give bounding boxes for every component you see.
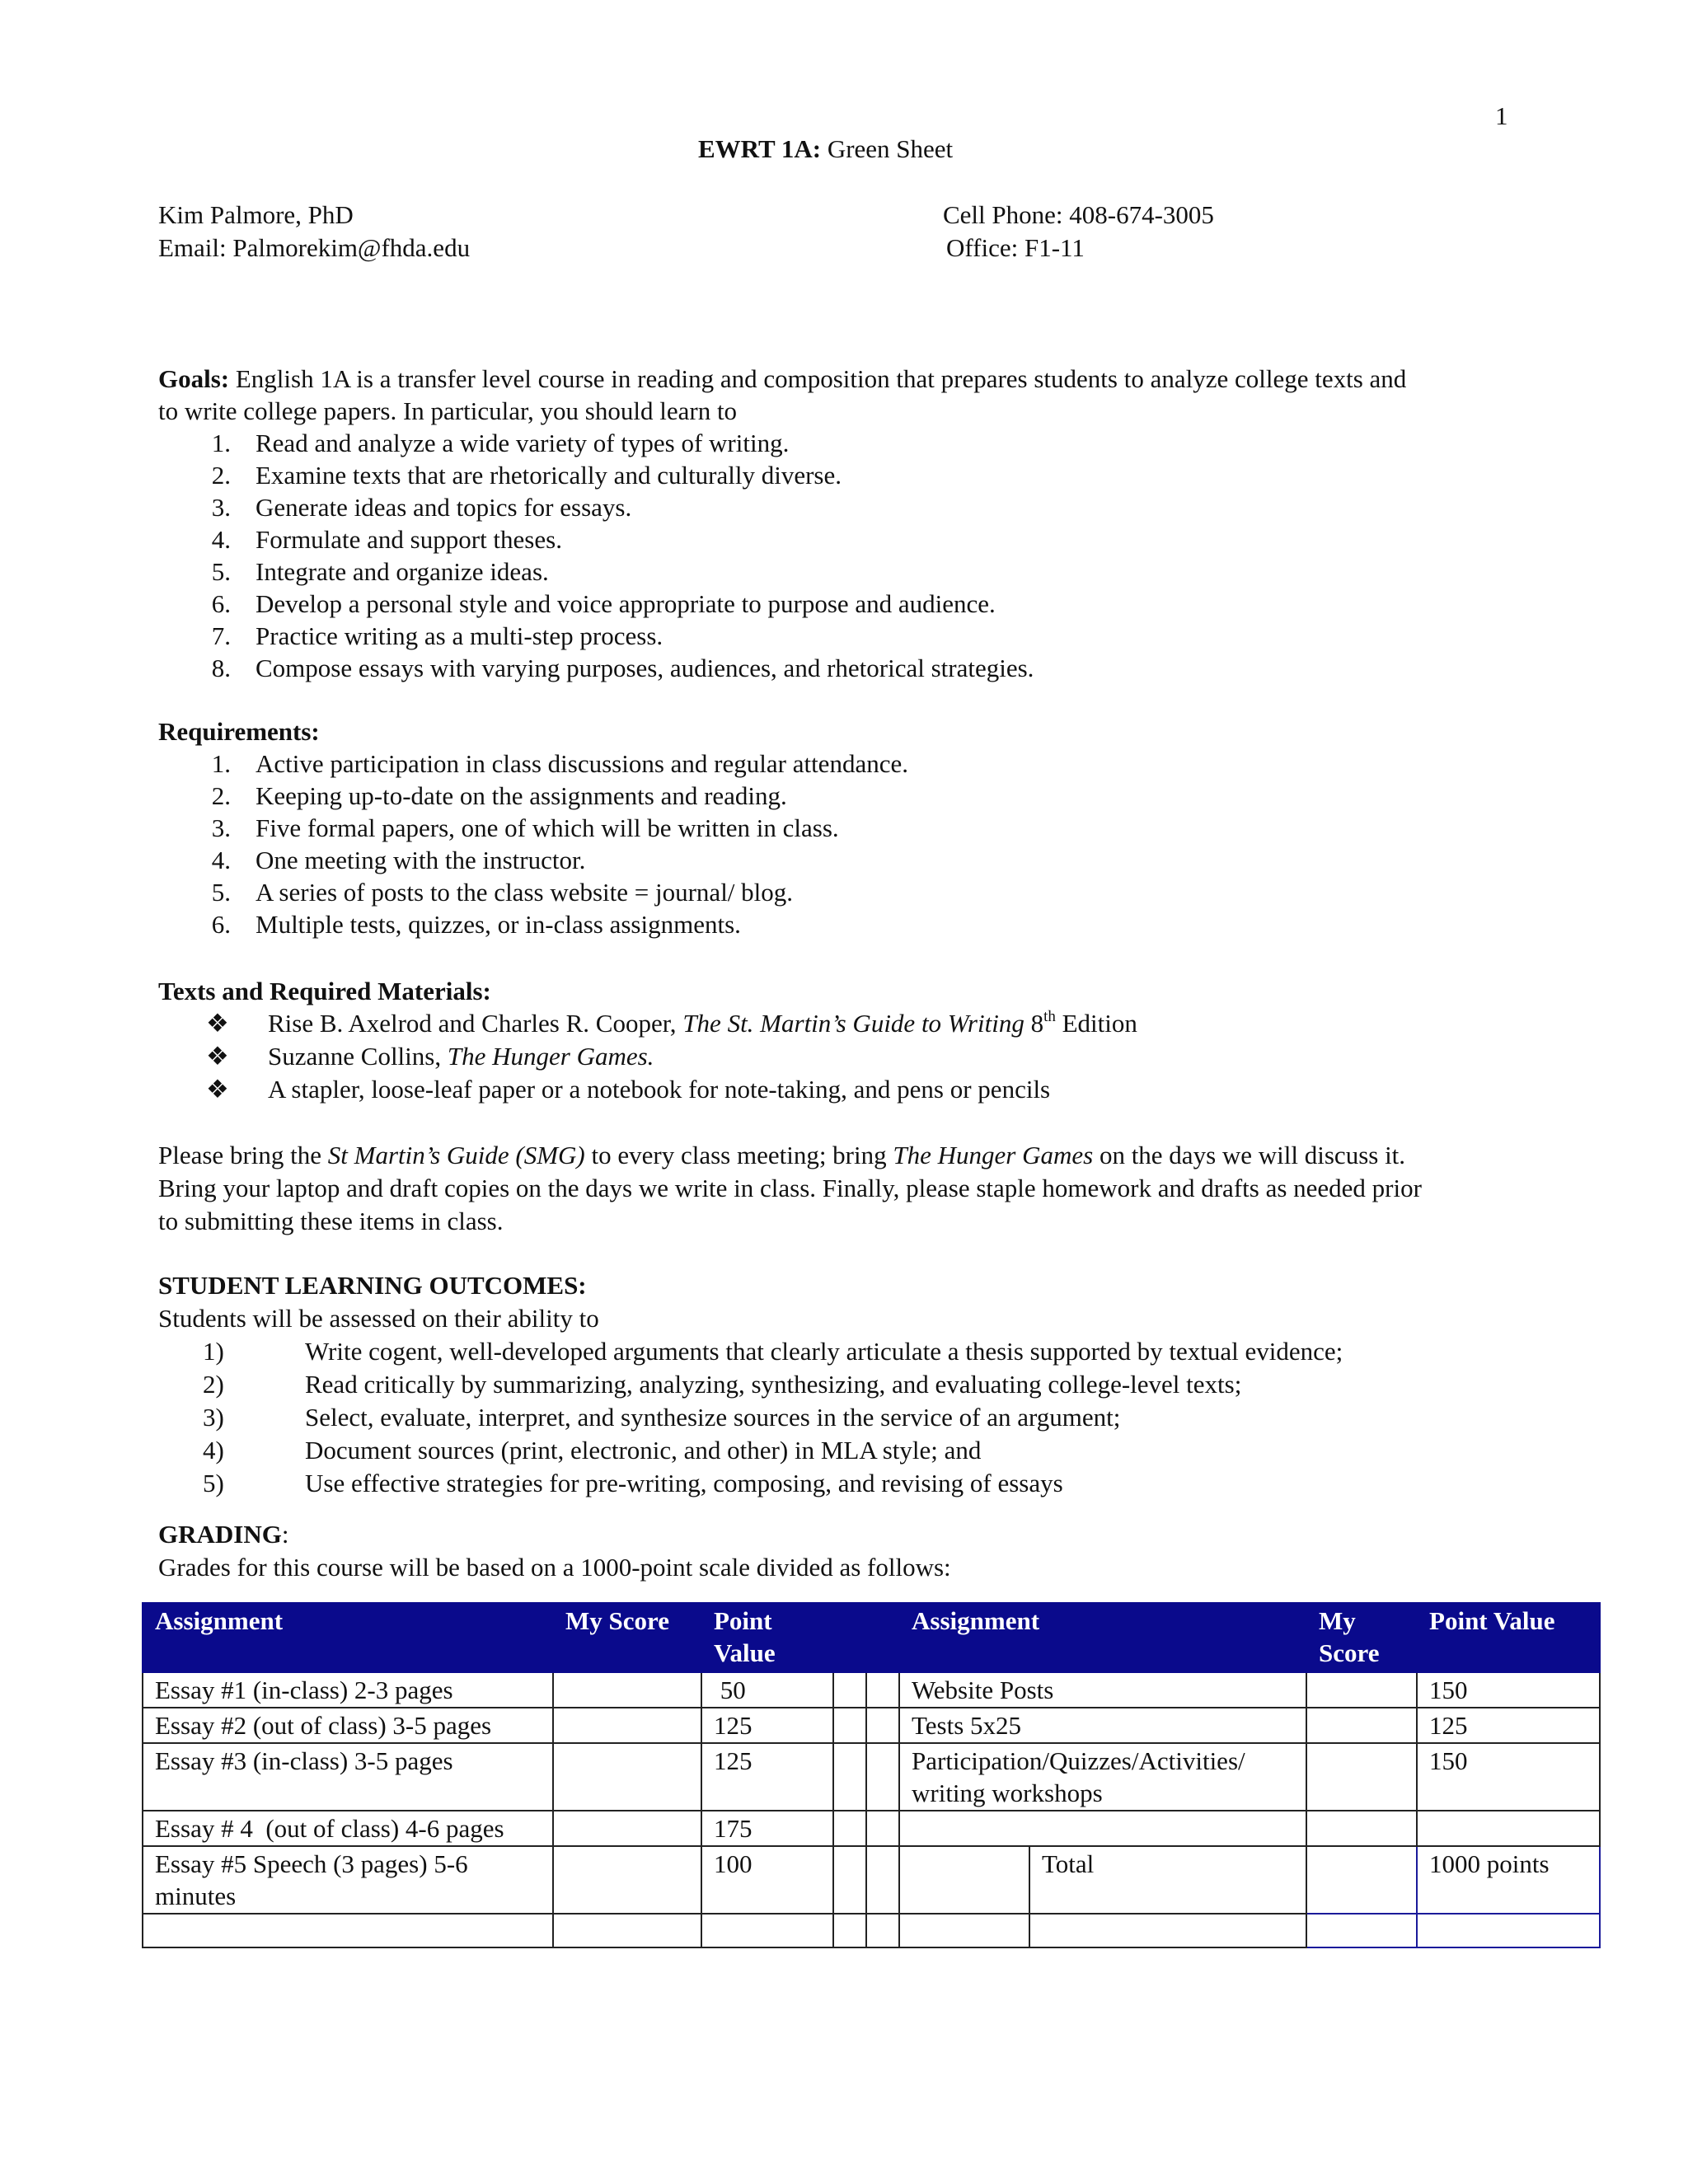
slo-intro: Students will be assessed on their ability to	[158, 1304, 599, 1333]
assignment-cell-2: Participation/Quizzes/Activities/ writing workshops	[899, 1743, 1306, 1811]
bring-smg: St Martin’s Guide (SMG)	[327, 1141, 585, 1169]
point-value-cell: 125	[701, 1743, 833, 1811]
item-number: 4.	[211, 525, 231, 554]
point-value-cell: 50	[701, 1672, 833, 1708]
point-value-cell-2	[1417, 1811, 1600, 1846]
bring-text: Please bring the	[158, 1141, 328, 1169]
table-row	[143, 1846, 1600, 1914]
goals-intro-line1: English 1A is a transfer level course in reading and composition that prepares students to analyze college texts and	[229, 364, 1407, 393]
text-title: The Hunger Games.	[447, 1042, 654, 1071]
header-assignment-2: Assignment	[899, 1603, 1306, 1672]
my-score-cell	[553, 1811, 701, 1846]
table-row	[143, 1914, 1600, 1947]
title-rest: Green Sheet	[821, 134, 954, 163]
spacer-cell	[866, 1672, 899, 1708]
item-text: A series of posts to the class website = journal/ blog.	[256, 878, 794, 907]
my-score-cell-2	[1306, 1846, 1417, 1914]
point-value-cell-2: 150	[1417, 1672, 1600, 1708]
spacer-cell	[866, 1914, 899, 1947]
texts-heading: Texts and Required Materials:	[158, 977, 491, 1005]
bring-line1	[158, 1139, 1405, 1171]
header-my-score-2: My Score	[1306, 1603, 1417, 1672]
spacer-cell	[833, 1846, 866, 1914]
item-text: One meeting with the instructor.	[256, 846, 586, 874]
empty-cell	[1029, 1914, 1306, 1947]
item-text: Write cogent, well-developed arguments that clearly articulate a thesis supported by textual evidence;	[305, 1337, 1343, 1366]
my-score-cell	[553, 1672, 701, 1708]
item-text	[268, 1040, 654, 1073]
point-value-cell: 175	[701, 1811, 833, 1846]
item-number: 1)	[203, 1337, 224, 1366]
item-text: Formulate and support theses.	[256, 525, 562, 554]
spacer-cell	[833, 1743, 866, 1811]
spacer-cell	[833, 1811, 866, 1846]
item-text: A stapler, loose-leaf paper or a notebook for note-taking, and pens or pencils	[268, 1075, 1051, 1104]
item-text: Generate ideas and topics for essays.	[256, 493, 632, 522]
table-row	[143, 1743, 1600, 1811]
header-my-score: My Score	[553, 1603, 701, 1672]
table-row	[143, 1708, 1600, 1743]
page-title	[698, 133, 953, 165]
item-text	[268, 1007, 1137, 1040]
bring-text: on the days we will discuss it.	[1093, 1141, 1406, 1169]
item-text: Read critically by summarizing, analyzing, synthesizing, and evaluating college-level texts;	[305, 1370, 1242, 1399]
header-point-value-2: Point Value	[1417, 1603, 1600, 1672]
item-number: 3)	[203, 1403, 224, 1432]
spacer-cell	[866, 1846, 899, 1914]
empty-cell	[899, 1846, 1029, 1914]
assignment-cell: Essay #2 (out of class) 3-5 pages	[143, 1708, 553, 1743]
goals-intro-line2: to write college papers. In particular, you should learn to	[158, 396, 738, 425]
empty-cell	[899, 1914, 1029, 1947]
spacer-cell	[833, 1708, 866, 1743]
item-number: 3.	[211, 493, 231, 522]
item-text: Five formal papers, one of which will be written in class.	[256, 813, 839, 842]
diamond-bullet-icon: ❖	[206, 1009, 229, 1038]
text-author: Suzanne Collins,	[268, 1042, 448, 1071]
bring-line3: to submitting these items in class.	[158, 1207, 504, 1235]
total-label-cell: Total	[1029, 1846, 1306, 1914]
my-score-cell-2	[1306, 1811, 1417, 1846]
item-number: 2)	[203, 1370, 224, 1399]
empty-cell	[1417, 1914, 1600, 1947]
point-value-cell-2: 125	[1417, 1708, 1600, 1743]
item-number: 6.	[211, 589, 231, 618]
diamond-bullet-icon: ❖	[206, 1042, 229, 1071]
title-course: EWRT 1A:	[698, 134, 822, 163]
text-edition: 8	[1024, 1009, 1044, 1038]
empty-cell	[1306, 1914, 1417, 1947]
assignment-cell-2: Website Posts	[899, 1672, 1306, 1708]
item-number: 4)	[203, 1436, 224, 1465]
bring-text: to every class meeting; bring	[584, 1141, 893, 1169]
instructor-name: Kim Palmore, PhD	[158, 200, 354, 229]
item-number: 8.	[211, 654, 231, 682]
my-score-cell	[553, 1708, 701, 1743]
item-text: Keeping up-to-date on the assignments and reading.	[256, 781, 787, 810]
point-value-cell-2: 150	[1417, 1743, 1600, 1811]
table-row	[143, 1811, 1600, 1846]
page-number: 1	[1495, 101, 1508, 130]
my-score-cell-2	[1306, 1743, 1417, 1811]
my-score-cell	[553, 1743, 701, 1811]
item-text: Compose essays with varying purposes, audiences, and rhetorical strategies.	[256, 654, 1034, 682]
goals-heading: Goals:	[158, 364, 230, 393]
empty-cell	[553, 1914, 701, 1947]
header-spacer	[866, 1603, 899, 1672]
bring-hunger-games: The Hunger Games	[893, 1141, 1094, 1169]
item-text: Develop a personal style and voice appropriate to purpose and audience.	[256, 589, 996, 618]
item-number: 6.	[211, 910, 231, 939]
item-text: Read and analyze a wide variety of types of writing.	[256, 429, 790, 457]
total-value-cell: 1000 points	[1417, 1846, 1600, 1914]
item-number: 2.	[211, 461, 231, 490]
item-number: 7.	[211, 621, 231, 650]
item-number: 3.	[211, 813, 231, 842]
item-number: 5.	[211, 557, 231, 586]
assignment-cell: Essay #3 (in-class) 3-5 pages	[143, 1743, 553, 1811]
item-text: Select, evaluate, interpret, and synthesize sources in the service of an argument;	[305, 1403, 1121, 1432]
item-text: Integrate and organize ideas.	[256, 557, 549, 586]
slo-heading: STUDENT LEARNING OUTCOMES:	[158, 1271, 587, 1300]
instructor-email: Email: Palmorekim@fhda.edu	[158, 233, 471, 262]
item-number: 1.	[211, 429, 231, 457]
item-number: 4.	[211, 846, 231, 874]
spacer-cell	[833, 1914, 866, 1947]
item-number: 5)	[203, 1469, 224, 1497]
spacer-cell	[866, 1743, 899, 1811]
table-header-row	[143, 1603, 1600, 1672]
grading-heading: GRADING	[158, 1520, 282, 1549]
my-score-cell	[553, 1846, 701, 1914]
goals-intro	[158, 363, 1406, 395]
item-number: 2.	[211, 781, 231, 810]
item-text: Use effective strategies for pre-writing, composing, and revising of essays	[305, 1469, 1063, 1497]
instructor-phone: Cell Phone: 408-674-3005	[943, 200, 1214, 229]
text-edition-sup: th	[1043, 1008, 1056, 1025]
header-point-value: Point Value	[701, 1603, 833, 1672]
assignment-cell: Essay # 4 (out of class) 4-6 pages	[143, 1811, 553, 1846]
point-value-cell: 125	[701, 1708, 833, 1743]
bring-line2: Bring your laptop and draft copies on the days we write in class. Finally, please staple homework and drafts as needed prior	[158, 1174, 1422, 1202]
grading-heading-line	[158, 1518, 288, 1550]
point-value-cell: 100	[701, 1846, 833, 1914]
item-number: 5.	[211, 878, 231, 907]
assignment-cell: Essay #1 (in-class) 2-3 pages	[143, 1672, 553, 1708]
empty-cell	[143, 1914, 553, 1947]
table-row	[143, 1672, 1600, 1708]
empty-cell	[701, 1914, 833, 1947]
assignment-cell: Essay #5 Speech (3 pages) 5-6 minutes	[143, 1846, 553, 1914]
grading-colon: :	[281, 1520, 289, 1549]
grading-intro: Grades for this course will be based on a 1000-point scale divided as follows:	[158, 1553, 951, 1582]
item-number: 1.	[211, 749, 231, 778]
assignment-cell-2	[899, 1811, 1306, 1846]
diamond-bullet-icon: ❖	[206, 1075, 229, 1104]
text-author: Rise B. Axelrod and Charles R. Cooper,	[268, 1009, 683, 1038]
requirements-heading: Requirements:	[158, 717, 320, 746]
text-edition-end: Edition	[1055, 1009, 1137, 1038]
spacer-cell	[866, 1708, 899, 1743]
my-score-cell-2	[1306, 1672, 1417, 1708]
spacer-cell	[833, 1672, 866, 1708]
my-score-cell-2	[1306, 1708, 1417, 1743]
item-text: Examine texts that are rhetorically and culturally diverse.	[256, 461, 842, 490]
assignment-cell-2: Tests 5x25	[899, 1708, 1306, 1743]
item-text: Practice writing as a multi-step process.	[256, 621, 663, 650]
spacer-cell	[866, 1811, 899, 1846]
text-title: The St. Martin’s Guide to Writing	[682, 1009, 1025, 1038]
item-text: Document sources (print, electronic, and other) in MLA style; and	[305, 1436, 982, 1465]
header-spacer	[833, 1603, 866, 1672]
item-text: Active participation in class discussions and regular attendance.	[256, 749, 908, 778]
item-text: Multiple tests, quizzes, or in-class assignments.	[256, 910, 741, 939]
grading-table	[142, 1602, 1601, 1948]
header-assignment: Assignment	[143, 1603, 553, 1672]
instructor-office: Office: F1-11	[946, 233, 1085, 262]
